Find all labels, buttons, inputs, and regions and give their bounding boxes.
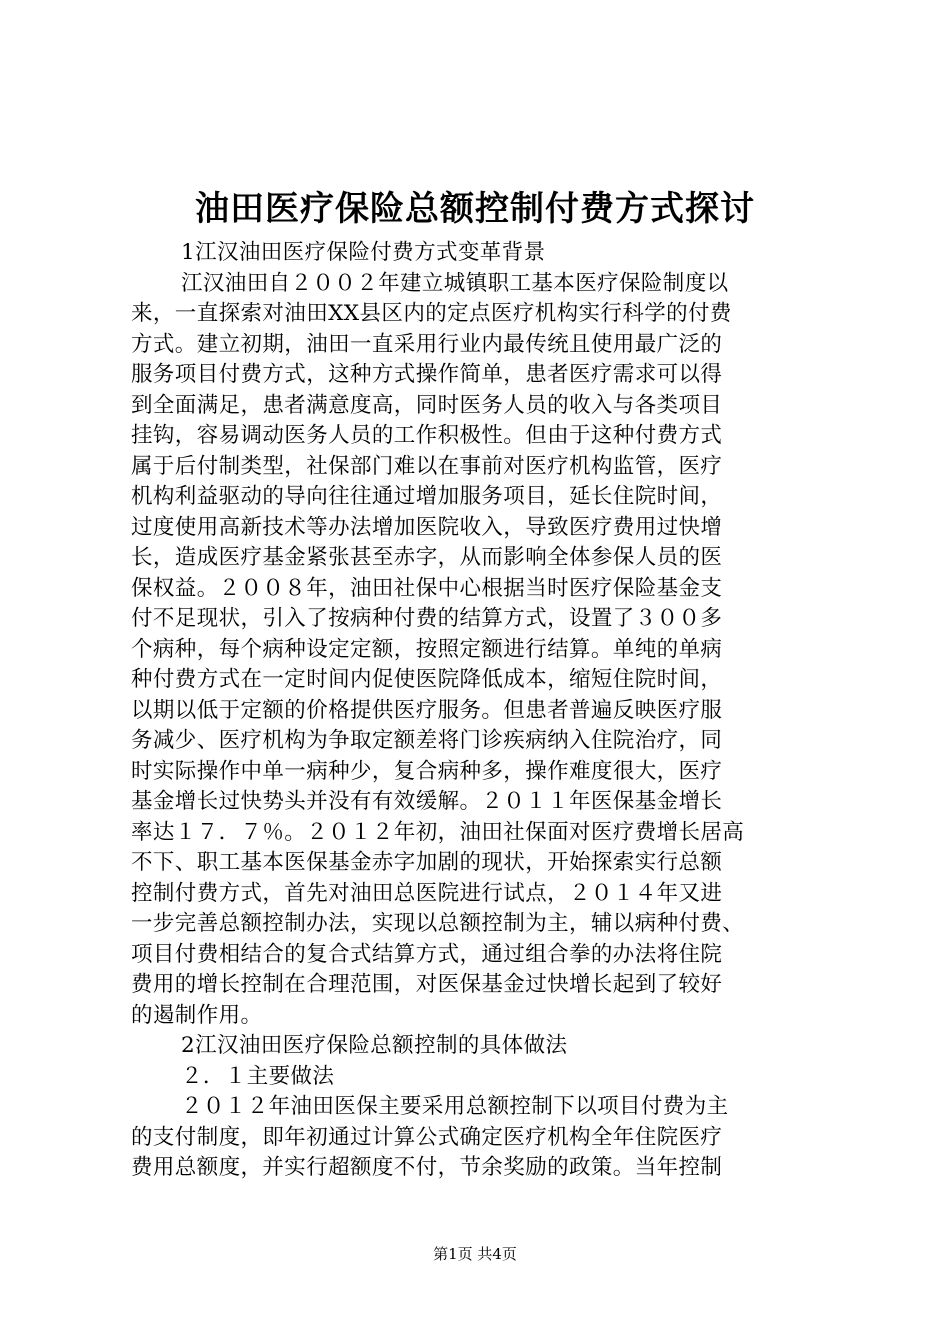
text-line: ２．１主要做法: [181, 1063, 335, 1089]
page-footer: 第1页 共4页: [433, 1245, 517, 1263]
text-line: 方式。建立初期，油田一直采用行业内最传统且使用最广泛的: [131, 331, 723, 357]
text-line: 2江汉油田医疗保险总额控制的具体做法: [181, 1033, 568, 1058]
text-line: 的遏制作用。: [131, 1002, 263, 1028]
text-line: 率达１７．７％。２０１２年初，油田社保面对医疗费增长居高: [131, 819, 745, 845]
text-line: 控制付费方式，首先对油田总医院进行试点，２０１４年又进: [131, 880, 723, 906]
text-line: 以期以低于定额的价格提供医疗服务。但患者普遍反映医疗服: [131, 697, 723, 723]
text-line: 一步完善总额控制办法，实现以总额控制为主，辅以病种付费、: [131, 911, 745, 936]
text-line: 挂钩，容易调动医务人员的工作积极性。但由于这种付费方式: [131, 423, 723, 448]
text-line: 机构利益驱动的导向往往通过增加服务项目，延长住院时间，: [131, 484, 723, 509]
text-line: 不下、职工基本医保基金赤字加剧的现状，开始探索实行总额: [131, 850, 723, 875]
text-line: 服务项目付费方式，这种方式操作简单，患者医疗需求可以得: [131, 362, 723, 387]
text-line: 种付费方式在一定时间内促使医院降低成本，缩短住院时间，: [131, 667, 723, 692]
text-line: 1江汉油田医疗保险付费方式变革背景: [181, 240, 546, 265]
text-line: 到全面满足，患者满意度高，同时医务人员的收入与各类项目: [131, 392, 723, 418]
text-line: 付不足现状，引入了按病种付费的结算方式，设置了３００多: [131, 606, 723, 631]
text-line: 江汉油田自２００２年建立城镇职工基本医疗保险制度以: [181, 270, 729, 296]
text-line: 属于后付制类型，社保部门难以在事前对医疗机构监管，医疗: [131, 453, 723, 479]
text-line: 的支付制度，即年初通过计算公式确定医疗机构全年住院医疗: [131, 1124, 723, 1150]
document-body: [131, 238, 831, 1184]
text-line: 时实际操作中单一病种少，复合病种多，操作难度很大，医疗: [131, 758, 723, 784]
document-title: 油田医疗保险总额控制付费方式探讨: [195, 189, 755, 229]
text-line: 过度使用高新技术等办法增加医院收入，导致医疗费用过快增: [131, 514, 723, 540]
text-line: 基金增长过快势头并没有有效缓解。２０１１年医保基金增长: [131, 789, 723, 814]
text-line: 费用总额度，并实行超额度不付，节余奖励的政策。当年控制: [131, 1155, 723, 1180]
text-line: 长，造成医疗基金紧张甚至赤字，从而影响全体参保人员的医: [131, 545, 723, 570]
text-line: 务减少、医疗机构为争取定额差将门诊疾病纳入住院治疗，同: [131, 728, 723, 753]
text-line: 个病种，每个病种设定定额，按照定额进行结算。单纯的单病: [131, 636, 723, 662]
text-line: 项目付费相结合的复合式结算方式，通过组合拳的办法将住院: [131, 941, 723, 967]
text-line: 来，一直探索对油田XX县区内的定点医疗机构实行科学的付费: [131, 301, 732, 326]
text-line: 保权益。２００８年，油田社保中心根据当时医疗保险基金支: [131, 575, 723, 601]
text-line: 费用的增长控制在合理范围，对医保基金过快增长起到了较好: [131, 972, 723, 997]
text-line: ２０１２年油田医保主要采用总额控制下以项目付费为主: [181, 1094, 729, 1119]
